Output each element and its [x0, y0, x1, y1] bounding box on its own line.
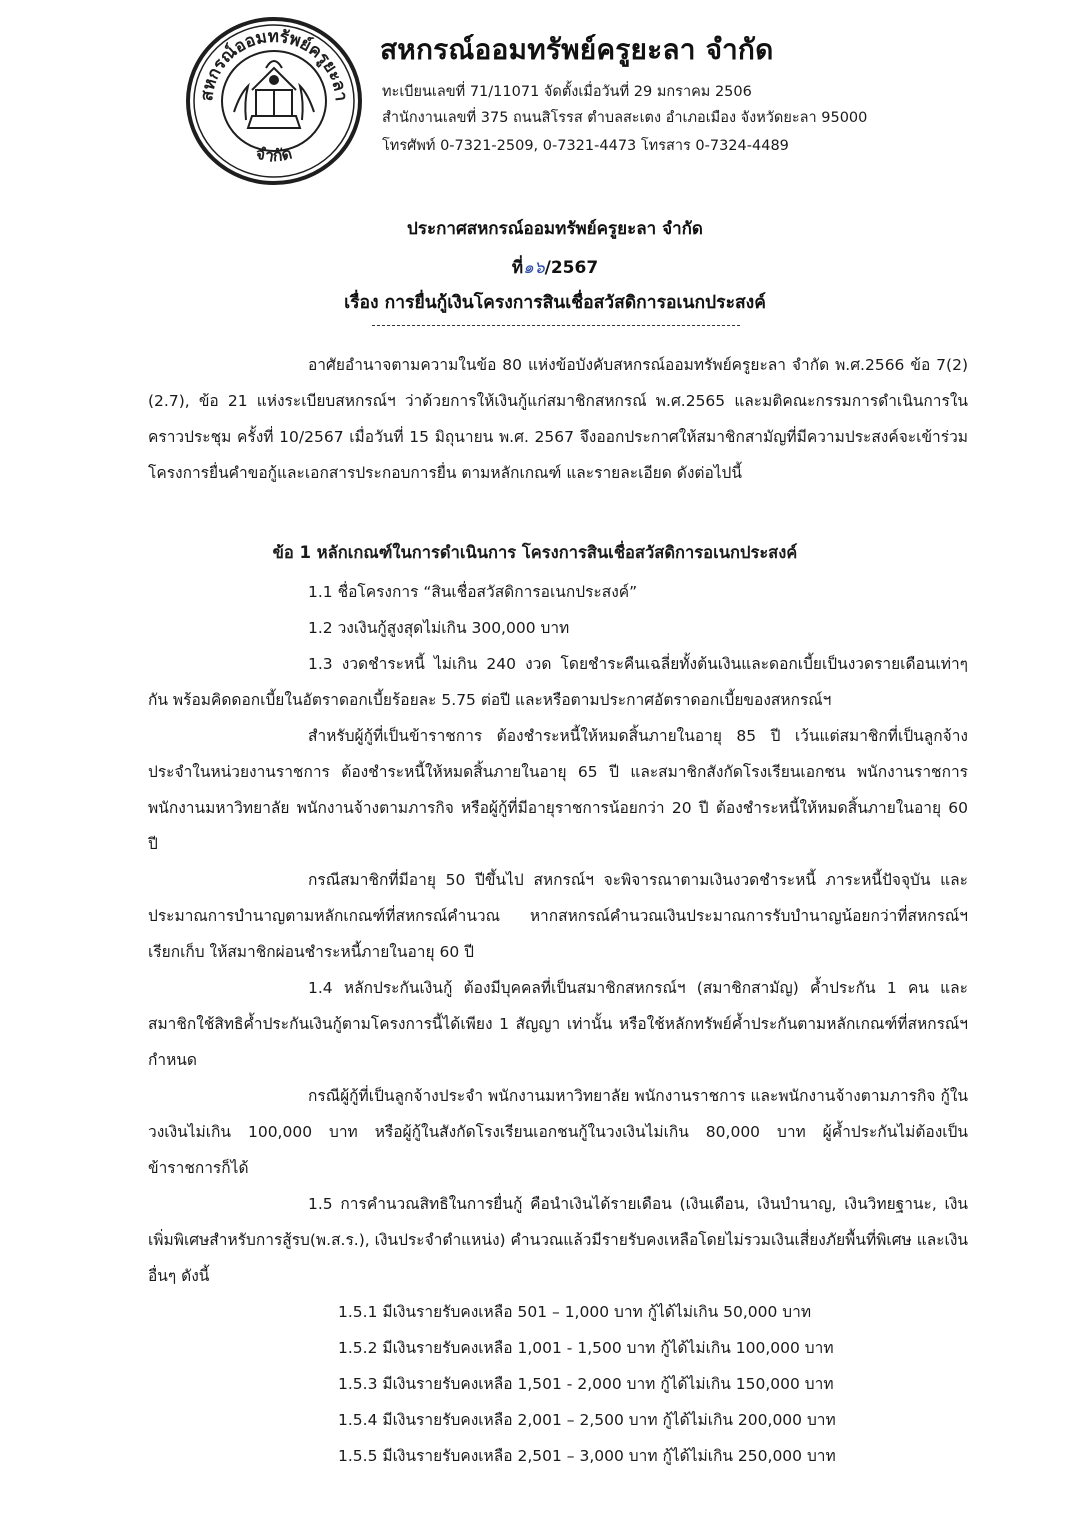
office-address: สำนักงานเลขที่ 375 ถนนสิโรรส ตำบลสะเตง อำเภอเมือง จังหวัดยะลา 95000: [382, 110, 868, 126]
dashed-divider: [372, 325, 740, 326]
section-1-heading: ข้อ 1 หลักเกณฑ์ในการดำเนินการ โครงการสินเชื่อสวัสดิการอเนกประสงค์: [272, 543, 798, 562]
number-prefix: ที่: [511, 258, 524, 278]
contact-phone: โทรศัพท์ 0-7321-2509, 0-7321-4473 โทรสาร 0-7324-4489: [382, 138, 789, 154]
item-1-5: 1.5 การคำนวณสิทธิในการยื่นกู้ คือนำเงินได้รายเดือน (เงินเดือน, เงินบำนาญ, เงินวิทยฐานะ, เงินเพิ่มพิเศษสำหรับการสู้รบ(พ.ส.ร.), เงินประจำตำแหน่ง) คำนวณแล้วมีรายรับคงเหลือโดยไม่รวมเงินเสี่ยงภัยพื้นที่พิเศษ และเงินอื่นๆ ดังนี้: [148, 1195, 968, 1285]
intro-section: [148, 347, 968, 491]
income-tier-4: 1.5.4 มีเงินรายรับคงเหลือ 2,001 – 2,500 บาท กู้ได้ไม่เกิน 200,000 บาท: [338, 1411, 836, 1429]
registration-info: ทะเบียนเลขที่ 71/11071 จัดตั้งเมื่อวันที่ 29 มกราคม 2506: [382, 84, 752, 100]
organization-name: สหกรณ์ออมทรัพย์ครูยะลา จำกัด: [380, 33, 774, 66]
announcement-subject: เรื่อง การยื่นกู้เงินโครงการสินเชื่อสวัสดิการอเนกประสงค์: [344, 293, 766, 313]
income-tier-3: 1.5.3 มีเงินรายรับคงเหลือ 1,501 - 2,000 บาท กู้ได้ไม่เกิน 150,000 บาท: [338, 1375, 834, 1393]
income-tier-2: 1.5.2 มีเงินรายรับคงเหลือ 1,001 - 1,500 บาท กู้ได้ไม่เกิน 100,000 บาท: [338, 1339, 834, 1357]
svg-text:จำกัด: จำกัด: [254, 143, 294, 166]
number-year: /2567: [544, 258, 599, 278]
item-1-3-age-50: กรณีสมาชิกที่มีอายุ 50 ปีขึ้นไป สหกรณ์ฯ จะพิจารณาตามเงินงวดชำระหนี้ ภาระหนี้ปัจจุบัน และประมาณการบำนาญตามหลักเกณฑ์ที่สหกรณ์คำนวณ หากสหกรณ์คำนวณเงินประมาณการรับบำนาญน้อยกว่าที่สหกรณ์ฯเรียกเก็บ ให้สมาชิกผ่อนชำระหนี้ภายในอายุ 60 ปี: [148, 871, 968, 961]
item-1-3: 1.3 งวดชำระหนี้ ไม่เกิน 240 งวด โดยชำระคืนเฉลี่ยทั้งต้นเงินและดอกเบี้ยเป็นงวดรายเดือนเท่าๆ กัน พร้อมคิดดอกเบี้ยในอัตราดอกเบี้ยร้อยละ 5.75 ต่อปี และหรือตามประกาศอัตราดอกเบี้ยของสหกรณ์ฯ: [148, 655, 968, 709]
item-1-4-employee: กรณีผู้กู้ที่เป็นลูกจ้างประจำ พนักงานมหาวิทยาลัย พนักงานราชการ และพนักงานจ้างตามภารกิจ กู้ในวงเงินไม่เกิน 100,000 บาท หรือผู้กู้ในสังกัดโรงเรียนเอกชนกู้ในวงเงินไม่เกิน 80,000 บาท ผู้ค้ำประกันไม่ต้องเป็นข้าราชการก็ได้: [148, 1087, 968, 1177]
item-1-4: 1.4 หลักประกันเงินกู้ ต้องมีบุคคลที่เป็นสมาชิกสหกรณ์ฯ (สมาชิกสามัญ) ค้ำประกัน 1 คน และสมาชิกใช้สิทธิค้ำประกันเงินกู้ตามโครงการนี้ได้เพียง 1 สัญญา เท่านั้น หรือใช้หลักทรัพย์ค้ำประกันตามหลักเกณฑ์ที่สหกรณ์ฯกำหนด: [148, 979, 968, 1069]
cooperative-seal-logo: [186, 16, 362, 186]
item-1-3-civil-servant: สำหรับผู้กู้ที่เป็นข้าราชการ ต้องชำระหนี้ให้หมดสิ้นภายในอายุ 85 ปี เว้นแต่สมาชิกที่เป็นลูกจ้างประจำในหน่วยงานราชการ ต้องชำระหนี้ให้หมดสิ้นภายในอายุ 65 ปี และสมาชิกสังกัดโรงเรียนเอกชน พนักงานราชการ พนักงานมหาวิทยาลัย พนักงานจ้างตามภารกิจ หรือผู้กู้ที่มีอายุราชการน้อยกว่า 20 ปี ต้องชำระหนี้ให้หมดสิ้นภายในอายุ 60 ปี: [148, 727, 968, 853]
item-1-2: 1.2 วงเงินกู้สูงสุดไม่เกิน 300,000 บาท: [308, 619, 570, 637]
income-tier-1: 1.5.1 มีเงินรายรับคงเหลือ 501 – 1,000 บาท กู้ได้ไม่เกิน 50,000 บาท: [338, 1303, 812, 1321]
intro-paragraph: อาศัยอำนาจตามความในข้อ 80 แห่งข้อบังคับสหกรณ์ออมทรัพย์ครูยะลา จำกัด พ.ศ.2566 ข้อ 7(2) (2.7), ข้อ 21 แห่งระเบียบสหกรณ์ฯ ว่าด้วยการให้เงินกู้แก่สมาชิกสหกรณ์ พ.ศ.2565 และมติคณะกรรมการดำเนินการในคราวประชุม ครั้งที่ 10/2567 เมื่อวันที่ 15 มิถุนายน พ.ศ. 2567 จึงออกประกาศให้สมาชิกสามัญที่มีความประสงค์จะเข้าร่วมโครงการยื่นคำขอกู้และเอกสารประกอบการยื่น ตามหลักเกณฑ์ และรายละเอียด ดังต่อไปนี้: [148, 356, 968, 482]
svg-text:สหกรณ์ออมทรัพย์ครูยะลา: สหกรณ์ออมทรัพย์ครูยะลา: [196, 26, 352, 103]
announcement-number: [20, 254, 1070, 281]
handwritten-number: ๑๖: [523, 258, 545, 278]
income-tier-5: 1.5.5 มีเงินรายรับคงเหลือ 2,501 – 3,000 บาท กู้ได้ไม่เกิน 250,000 บาท: [338, 1447, 836, 1465]
section-1-items: [148, 574, 968, 1474]
item-1-1: 1.1 ชื่อโครงการ “สินเชื่อสวัสดิการอเนกประสงค์”: [308, 583, 638, 601]
announcement-title: ประกาศสหกรณ์ออมทรัพย์ครูยะลา จำกัด: [407, 219, 703, 239]
